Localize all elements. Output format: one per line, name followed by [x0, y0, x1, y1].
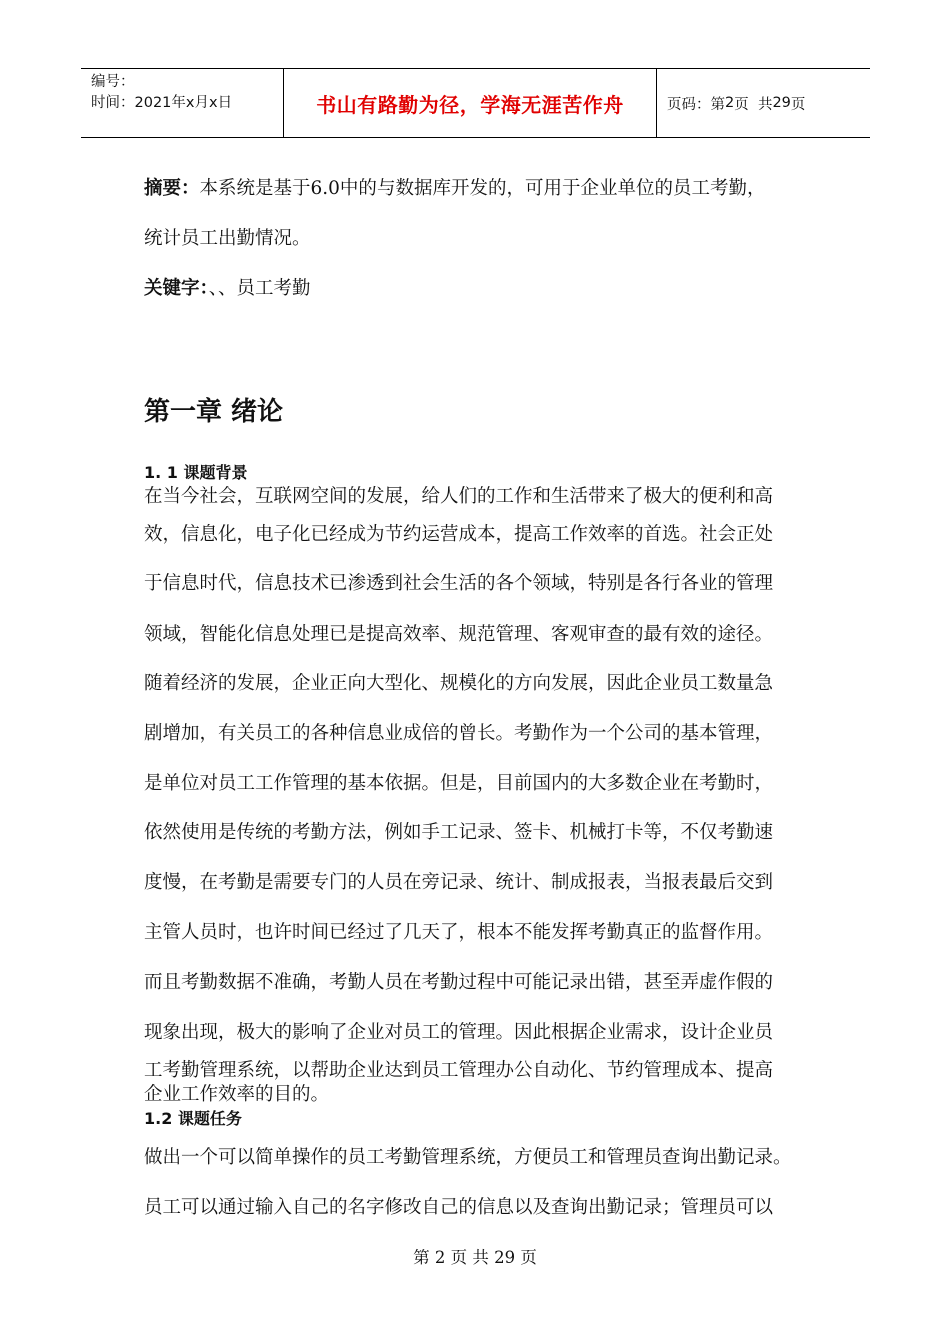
header-motto-cell	[283, 69, 657, 137]
abstract-line-1	[144, 174, 765, 200]
document-number-label: 编号：	[91, 74, 135, 90]
paragraph-line: 是单位对员工工作管理的基本依据。但是，目前国内的大多数企业在考勤时，	[144, 773, 774, 794]
paragraph-line: 现象出现，极大的影响了企业对员工的管理。因此根据企业需求，设计企业员	[144, 1022, 774, 1043]
paragraph-line: 效，信息化，电子化已经成为节约运营成本，提高工作效率的首选。社会正处	[144, 524, 774, 545]
paragraph-line: 主管人员时，也许时间已经过了几天了，根本不能发挥考勤真正的监督作用。	[144, 922, 774, 943]
header-page-info	[657, 69, 870, 137]
page-current: 2	[725, 95, 735, 111]
paragraph-line: 领域，智能化信息处理已是提高效率、规范管理、客观审查的最有效的途径。	[144, 624, 774, 645]
paragraph-line: 随着经济的发展，企业正向大型化、规模化的方向发展，因此企业员工数量急	[144, 673, 774, 694]
header-table	[81, 68, 870, 138]
paragraph-line: 度慢，在考勤是需要专门的人员在旁记录、统计、制成报表，当报表最后交到	[144, 872, 774, 893]
abstract-line-2: 统计员工出勤情况。	[144, 228, 311, 249]
page-footer: 第 2 页 共 29 页	[413, 1248, 537, 1267]
page-info-mid: 页 共	[734, 96, 773, 113]
keywords-text: 、、员工考勤	[208, 278, 311, 299]
page-info-suffix: 页	[790, 96, 806, 113]
keywords-label: 关键字：	[144, 278, 209, 299]
paragraph-line: 于信息时代，信息技术已渗透到社会生活的各个领域，特别是各行各业的管理	[144, 573, 774, 594]
document-time-label: 时间：2021年x月x日	[91, 95, 233, 111]
paragraph-line: 依然使用是传统的考勤方法，例如手工记录、签卡、机械打卡等，不仅考勤速	[144, 822, 774, 843]
paragraph-line: 企业工作效率的目的。	[144, 1084, 330, 1105]
header-motto: 书山有路勤为径，学海无涯苦作舟	[316, 92, 624, 117]
header-meta	[81, 69, 283, 137]
page-total: 29	[772, 95, 791, 111]
keywords-line	[144, 274, 311, 300]
paragraph-line: 做出一个可以简单操作的员工考勤管理系统，方便员工和管理员查询出勤记录。	[144, 1147, 792, 1168]
page-info-prefix: 页码：第	[667, 96, 725, 113]
paragraph-line: 剧增加，有关员工的各种信息业成倍的曾长。考勤作为一个公司的基本管理，	[144, 723, 774, 744]
abstract-label: 摘要：	[144, 178, 200, 199]
chapter-title: 第一章 绪论	[144, 397, 284, 427]
paragraph-line: 员工可以通过输入自己的名字修改自己的信息以及查询出勤记录；管理员可以	[144, 1197, 774, 1218]
section-1-2-title: 1.2 课题任务	[144, 1109, 242, 1128]
paragraph-line: 工考勤管理系统，以帮助企业达到员工管理办公自动化、节约管理成本、提高	[144, 1060, 774, 1081]
paragraph-line: 而且考勤数据不准确，考勤人员在考勤过程中可能记录出错，甚至弄虚作假的	[144, 972, 774, 993]
abstract-text-1: 本系统是基于6.0中的与数据库开发的，可用于企业单位的员工考勤，	[199, 178, 766, 199]
paragraph-line: 在当今社会，互联网空间的发展，给人们的工作和生活带来了极大的便利和高	[144, 486, 774, 507]
section-1-1-title: 1. 1 课题背景	[144, 463, 248, 482]
